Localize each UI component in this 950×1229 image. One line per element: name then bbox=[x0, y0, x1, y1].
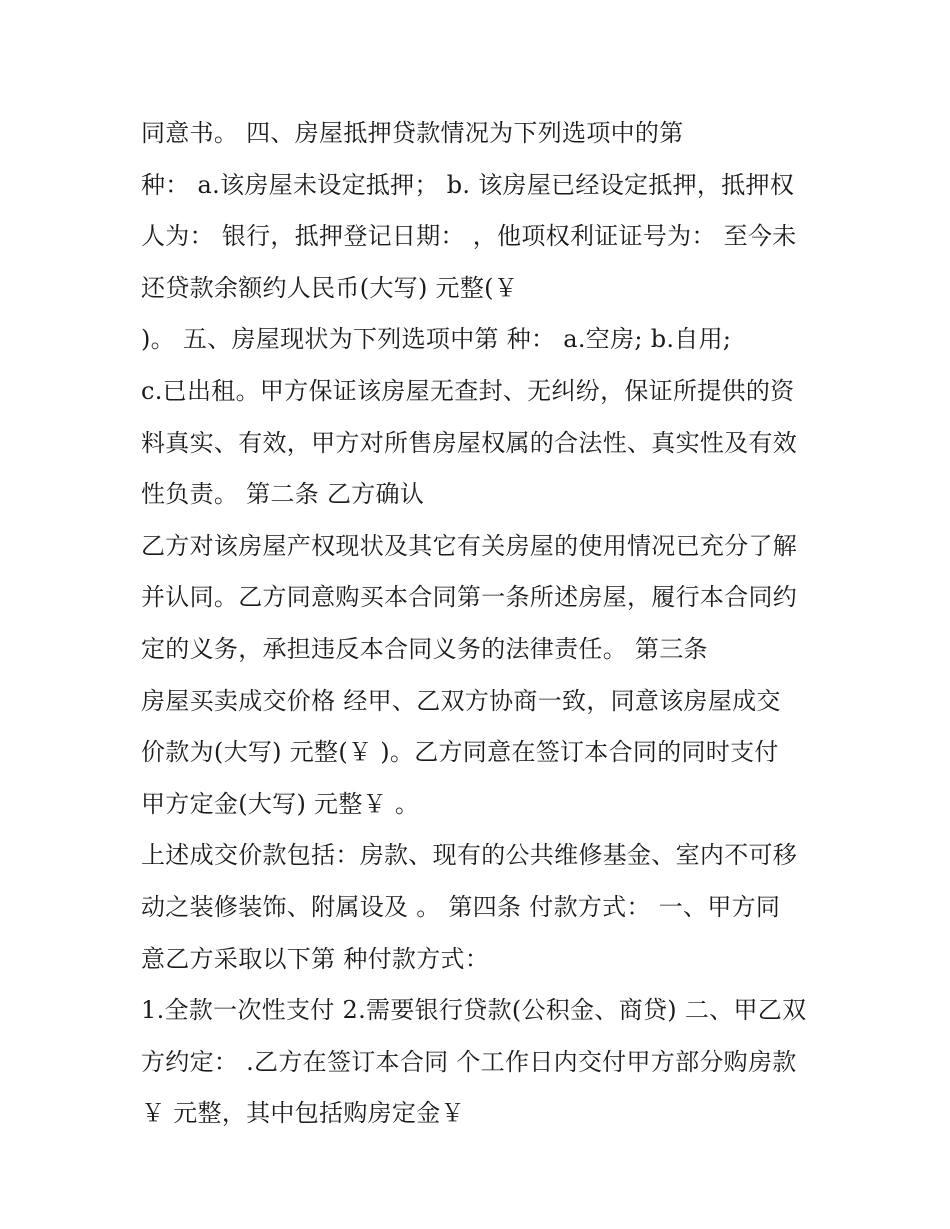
text-line: c.已出租。甲方保证该房屋无查封、无纠纷，保证所提供的资 bbox=[141, 376, 795, 405]
text-line: 价款为(大写) 元整(￥ )。乙方同意在签订本合同的同时支付 bbox=[141, 738, 779, 767]
text-line: )。 五、房屋现状为下列选项中第 种： a.空房; b.自用; bbox=[141, 325, 732, 354]
text-line: 人为： 银行，抵押登记日期： ，他项权利证证号为： 至今未 bbox=[141, 222, 797, 251]
text-line: 并认同。乙方同意购买本合同第一条所述房屋，履行本合同约 bbox=[141, 583, 798, 612]
text-line: 料真实、有效，甲方对所售房屋权属的合法性、真实性及有效 bbox=[141, 428, 798, 457]
text-line: 房屋买卖成交价格 经甲、乙双方协商一致，同意该房屋成交 bbox=[141, 686, 781, 715]
text-line: 意乙方采取以下第 种付款方式： bbox=[141, 944, 490, 973]
text-line: 乙方对该房屋产权现状及其它有关房屋的使用情况已充分了解 bbox=[141, 531, 798, 560]
text-line: 种： a.该房屋未设定抵押； b. 该房屋已经设定抵押，抵押权 bbox=[141, 170, 795, 199]
text-line: 方约定： .乙方在签订本合同 个工作日内交付甲方部分购房款 bbox=[141, 1047, 797, 1076]
text-line: 甲方定金(大写) 元整￥ 。 bbox=[141, 789, 420, 818]
text-line: ￥ 元整，其中包括购房定金￥ bbox=[141, 1099, 465, 1128]
text-line: 上述成交价款包括：房款、现有的公共维修基金、室内不可移 bbox=[141, 841, 798, 870]
contract-body-text bbox=[141, 108, 841, 1140]
text-line: 还贷款余额约人民币(大写) 元整(￥ bbox=[141, 273, 519, 302]
text-line: 性负责。 第二条 乙方确认 bbox=[141, 480, 425, 509]
text-line: 1.全款一次性支付 2.需要银行贷款(公积金、商贷) 二、甲乙双 bbox=[141, 996, 807, 1025]
text-line: 定的义务，承担违反本合同义务的法律责任。 第三条 bbox=[141, 634, 708, 663]
text-line: 动之装修装饰、附属设及 。 第四条 付款方式： 一、甲方同 bbox=[141, 892, 781, 921]
text-line: 同意书。 四、房屋抵押贷款情况为下列选项中的第 bbox=[141, 119, 684, 147]
